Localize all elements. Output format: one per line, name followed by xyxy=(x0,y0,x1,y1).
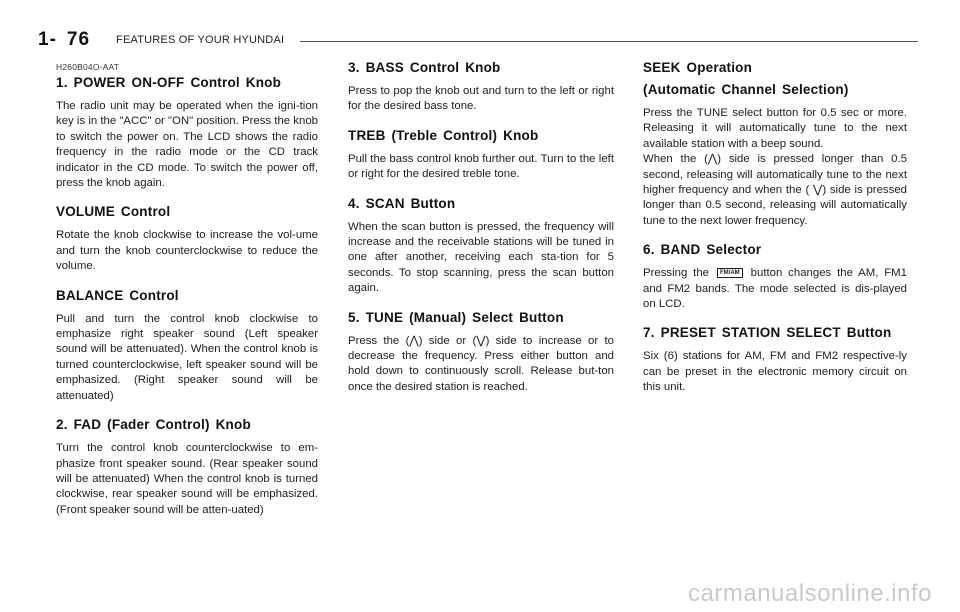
bass-title: 3. BASS Control Knob xyxy=(348,60,501,75)
page-number-value: 76 xyxy=(66,29,91,50)
section-title: FEATURES OF YOUR HYUNDAI xyxy=(116,34,285,46)
column-1 xyxy=(56,60,318,531)
balance-text: Pull and turn the control knob clockwise to emphasize right speaker sound (Left speaker sound will be attenuated). When the control knob is turned counterclockwise, left speaker sound will be emphasized. (Right speaker sound will be attenuated) xyxy=(56,312,318,402)
treb-title: TREB (Treble Control) Knob xyxy=(348,127,539,143)
power-title: 1. POWER ON-OFF Control Knob xyxy=(56,75,282,90)
fad-text: Turn the control knob counterclockwise to em-phasize front speaker sound. (Rear speaker sound will be attenuated) When the control knob is turned clockwise, rear speaker sound will be emphasized. (Front speaker sound will be atten-uated) xyxy=(56,442,318,516)
seek-title: SEEK Operation xyxy=(643,60,753,75)
seek-subtitle: (Automatic Channel Selection) xyxy=(643,82,849,97)
band-title: 6. BAND Selector xyxy=(643,242,762,258)
balance-title: BALANCE Control xyxy=(56,287,179,303)
seek-text-1: Press the TUNE select button for 0.5 sec or more. Releasing it will automatically tune to the next available station with a beep sound. xyxy=(643,107,907,150)
fad-title: 2. FAD (Fader Control) Knob xyxy=(56,417,251,433)
volume-text: Rotate the knob clockwise to increase the vol-ume and turn the knob counterclockwise to reduce the volume. xyxy=(56,229,318,273)
scan-text: When the scan button is pressed, the frequency will increase and the receivable stations will be tuned in one after another, receiving each sta-tion for 5 seconds. To stop scanning, press the scan button again. xyxy=(348,220,614,295)
band-text-after: button changes the AM, FM1 and FM2 bands. The mode selected is dis-played on LCD. xyxy=(643,267,907,311)
fm-am-button-icon: FM/AM xyxy=(717,268,743,278)
preset-title: 7. PRESET STATION SELECT Button xyxy=(643,325,892,341)
bass-text: Press to pop the knob out and turn to the left or right for the desired bass tone. xyxy=(348,85,614,113)
seek-text-2: When the (⋀) side is pressed longer than 0.5 second, releasing will automatically tune to the next higher frequency and when the ( ⋁) side is pressed longer than 0.5 second, releasing will automatically tune to the next lower frequency. xyxy=(643,153,907,227)
watermark: carmanualsonline.info xyxy=(688,580,932,607)
page-number xyxy=(38,29,90,51)
band-text-before: Pressing the xyxy=(643,267,709,280)
band-text xyxy=(643,266,907,312)
column-2 xyxy=(348,60,614,408)
doc-code: H260B04O-AAT xyxy=(56,62,120,72)
page-header xyxy=(38,28,918,52)
preset-text: Six (6) stations for AM, FM and FM2 respective-ly can be preset in the electronic memory circuit on this unit. xyxy=(643,350,907,394)
tune-text: Press the (⋀) side or (⋁) side to increase or to decrease the frequency. Press either button and hold down to continuously scroll. Release but-ton once the desired station is reached. xyxy=(348,334,614,393)
power-text: The radio unit may be operated when the igni-tion key is in the "ACC" or "ON" position. Press the knob to switch the power on. The LCD shows the radio frequency in the radio mode or the CD track indicator in the CD mode. To switch the power off, press the knob again. xyxy=(56,100,318,190)
page-prefix: 1- xyxy=(38,29,57,50)
column-3 xyxy=(643,60,907,409)
treb-text: Pull the bass control knob further out. Turn to the left or right for the desired treble tone. xyxy=(348,152,614,181)
scan-title: 4. SCAN Button xyxy=(348,195,456,211)
header-rule xyxy=(300,41,918,42)
tune-title: 5. TUNE (Manual) Select Button xyxy=(348,309,564,325)
volume-title: VOLUME Control xyxy=(56,204,171,220)
